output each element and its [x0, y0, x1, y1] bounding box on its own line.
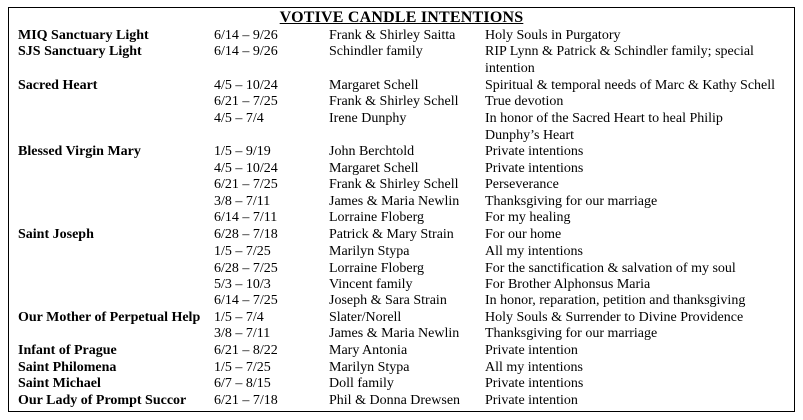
row-dates: 6/21 – 7/25: [214, 177, 278, 192]
table-row: [0, 194, 803, 211]
table-row: [0, 144, 803, 161]
row-intention: Private intentions: [485, 144, 584, 159]
row-intention: For our home: [485, 227, 562, 242]
row-intention: Perseverance: [485, 177, 559, 192]
table-row: [0, 261, 803, 278]
table-row: [0, 360, 803, 377]
row-dates: 6/14 – 7/11: [214, 210, 278, 225]
table-row: [0, 94, 803, 111]
row-name: Irene Dunphy: [329, 111, 407, 126]
row-dates: 1/5 – 7/4: [214, 310, 264, 325]
row-name: Slater/Norell: [329, 310, 402, 325]
row-dates: 5/3 – 10/3: [214, 277, 271, 292]
row-name: Margaret Schell: [329, 161, 419, 176]
row-category: Infant of Prague: [18, 343, 117, 358]
row-name: Marilyn Stypa: [329, 244, 410, 259]
row-dates: 1/5 – 7/25: [214, 360, 271, 375]
row-dates: 6/14 – 9/26: [214, 44, 278, 59]
table-row: [0, 343, 803, 360]
row-category: Saint Philomena: [18, 360, 117, 375]
row-dates: 6/28 – 7/18: [214, 227, 278, 242]
row-name: Joseph & Sara Strain: [329, 293, 447, 308]
table-row: [0, 78, 803, 95]
row-category: Blessed Virgin Mary: [18, 144, 141, 159]
row-intention: In honor of the Sacred Heart to heal Philip Dunphy’s Heart: [485, 111, 723, 143]
table-row: [0, 326, 803, 343]
row-name: James & Maria Newlin: [329, 326, 460, 341]
row-dates: 6/28 – 7/25: [214, 261, 278, 276]
row-intention: True devotion: [485, 94, 564, 109]
row-intention: For my healing: [485, 210, 571, 225]
table-row: [0, 177, 803, 194]
row-category: MIQ Sanctuary Light: [18, 28, 149, 43]
row-name: Margaret Schell: [329, 78, 419, 93]
row-dates: 4/5 – 10/24: [214, 78, 278, 93]
table-row: [0, 111, 803, 143]
row-dates: 3/8 – 7/11: [214, 326, 271, 341]
table-row: [0, 161, 803, 178]
row-name: Marilyn Stypa: [329, 360, 410, 375]
row-intention: In honor, reparation, petition and thanksgiving: [485, 293, 746, 308]
table-row: [0, 210, 803, 227]
row-dates: 6/14 – 9/26: [214, 28, 278, 43]
table-row: [0, 28, 803, 45]
row-intention: All my intentions: [485, 360, 583, 375]
table-row: [0, 227, 803, 244]
row-dates: 6/21 – 7/18: [214, 393, 278, 408]
row-name: Vincent family: [329, 277, 413, 292]
row-name: Mary Antonia: [329, 343, 408, 358]
row-category: Sacred Heart: [18, 78, 98, 93]
row-dates: 1/5 – 9/19: [214, 144, 271, 159]
row-name: Patrick & Mary Strain: [329, 227, 454, 242]
row-name: Lorraine Floberg: [329, 261, 424, 276]
row-name: Lorraine Floberg: [329, 210, 424, 225]
row-intention: Spiritual & temporal needs of Marc & Kathy Schell: [485, 78, 776, 93]
row-intention: All my intentions: [485, 244, 583, 259]
row-intention: Private intentions: [485, 376, 584, 391]
row-dates: 6/21 – 7/25: [214, 94, 278, 109]
table-row: [0, 376, 803, 393]
row-name: Phil & Donna Drewsen: [329, 393, 461, 408]
table-row: [0, 310, 803, 327]
row-category: Saint Joseph: [18, 227, 94, 242]
row-dates: 1/5 – 7/25: [214, 244, 271, 259]
row-name: James & Maria Newlin: [329, 194, 460, 209]
table-row: [0, 244, 803, 261]
row-category: Our Mother of Perpetual Help: [18, 310, 201, 325]
row-name: Schindler family: [329, 44, 423, 59]
row-intention: For Brother Alphonsus Maria: [485, 277, 651, 292]
row-dates: 6/14 – 7/25: [214, 293, 278, 308]
row-category: SJS Sanctuary Light: [18, 44, 142, 59]
row-category: Saint Michael: [18, 376, 101, 391]
row-intention: RIP Lynn & Patrick & Schindler family; special intention: [485, 44, 754, 76]
row-dates: 4/5 – 10/24: [214, 161, 278, 176]
row-dates: 4/5 – 7/4: [214, 111, 264, 126]
table-row: [0, 44, 803, 76]
table-row: [0, 277, 803, 294]
page-title: VOTIVE CANDLE INTENTIONS: [279, 9, 524, 26]
row-intention: Holy Souls & Surrender to Divine Providence: [485, 310, 744, 325]
table-row: [0, 393, 803, 410]
row-name: Doll family: [329, 376, 394, 391]
row-category: Our Lady of Prompt Succor: [18, 393, 187, 408]
row-intention: Private intention: [485, 343, 578, 358]
table-row: [0, 293, 803, 310]
row-intention: Thanksgiving for our marriage: [485, 326, 658, 341]
row-name: John Berchtold: [329, 144, 415, 159]
row-intention: Private intention: [485, 393, 578, 408]
row-dates: 6/21 – 8/22: [214, 343, 278, 358]
row-name: Frank & Shirley Schell: [329, 177, 459, 192]
row-intention: Private intentions: [485, 161, 584, 176]
row-intention: Thanksgiving for our marriage: [485, 194, 658, 209]
row-dates: 3/8 – 7/11: [214, 194, 271, 209]
row-name: Frank & Shirley Saitta: [329, 28, 456, 43]
row-intention: Holy Souls in Purgatory: [485, 28, 621, 43]
row-intention: For the sanctification & salvation of my soul: [485, 261, 736, 276]
row-name: Frank & Shirley Schell: [329, 94, 459, 109]
row-dates: 6/7 – 8/15: [214, 376, 271, 391]
